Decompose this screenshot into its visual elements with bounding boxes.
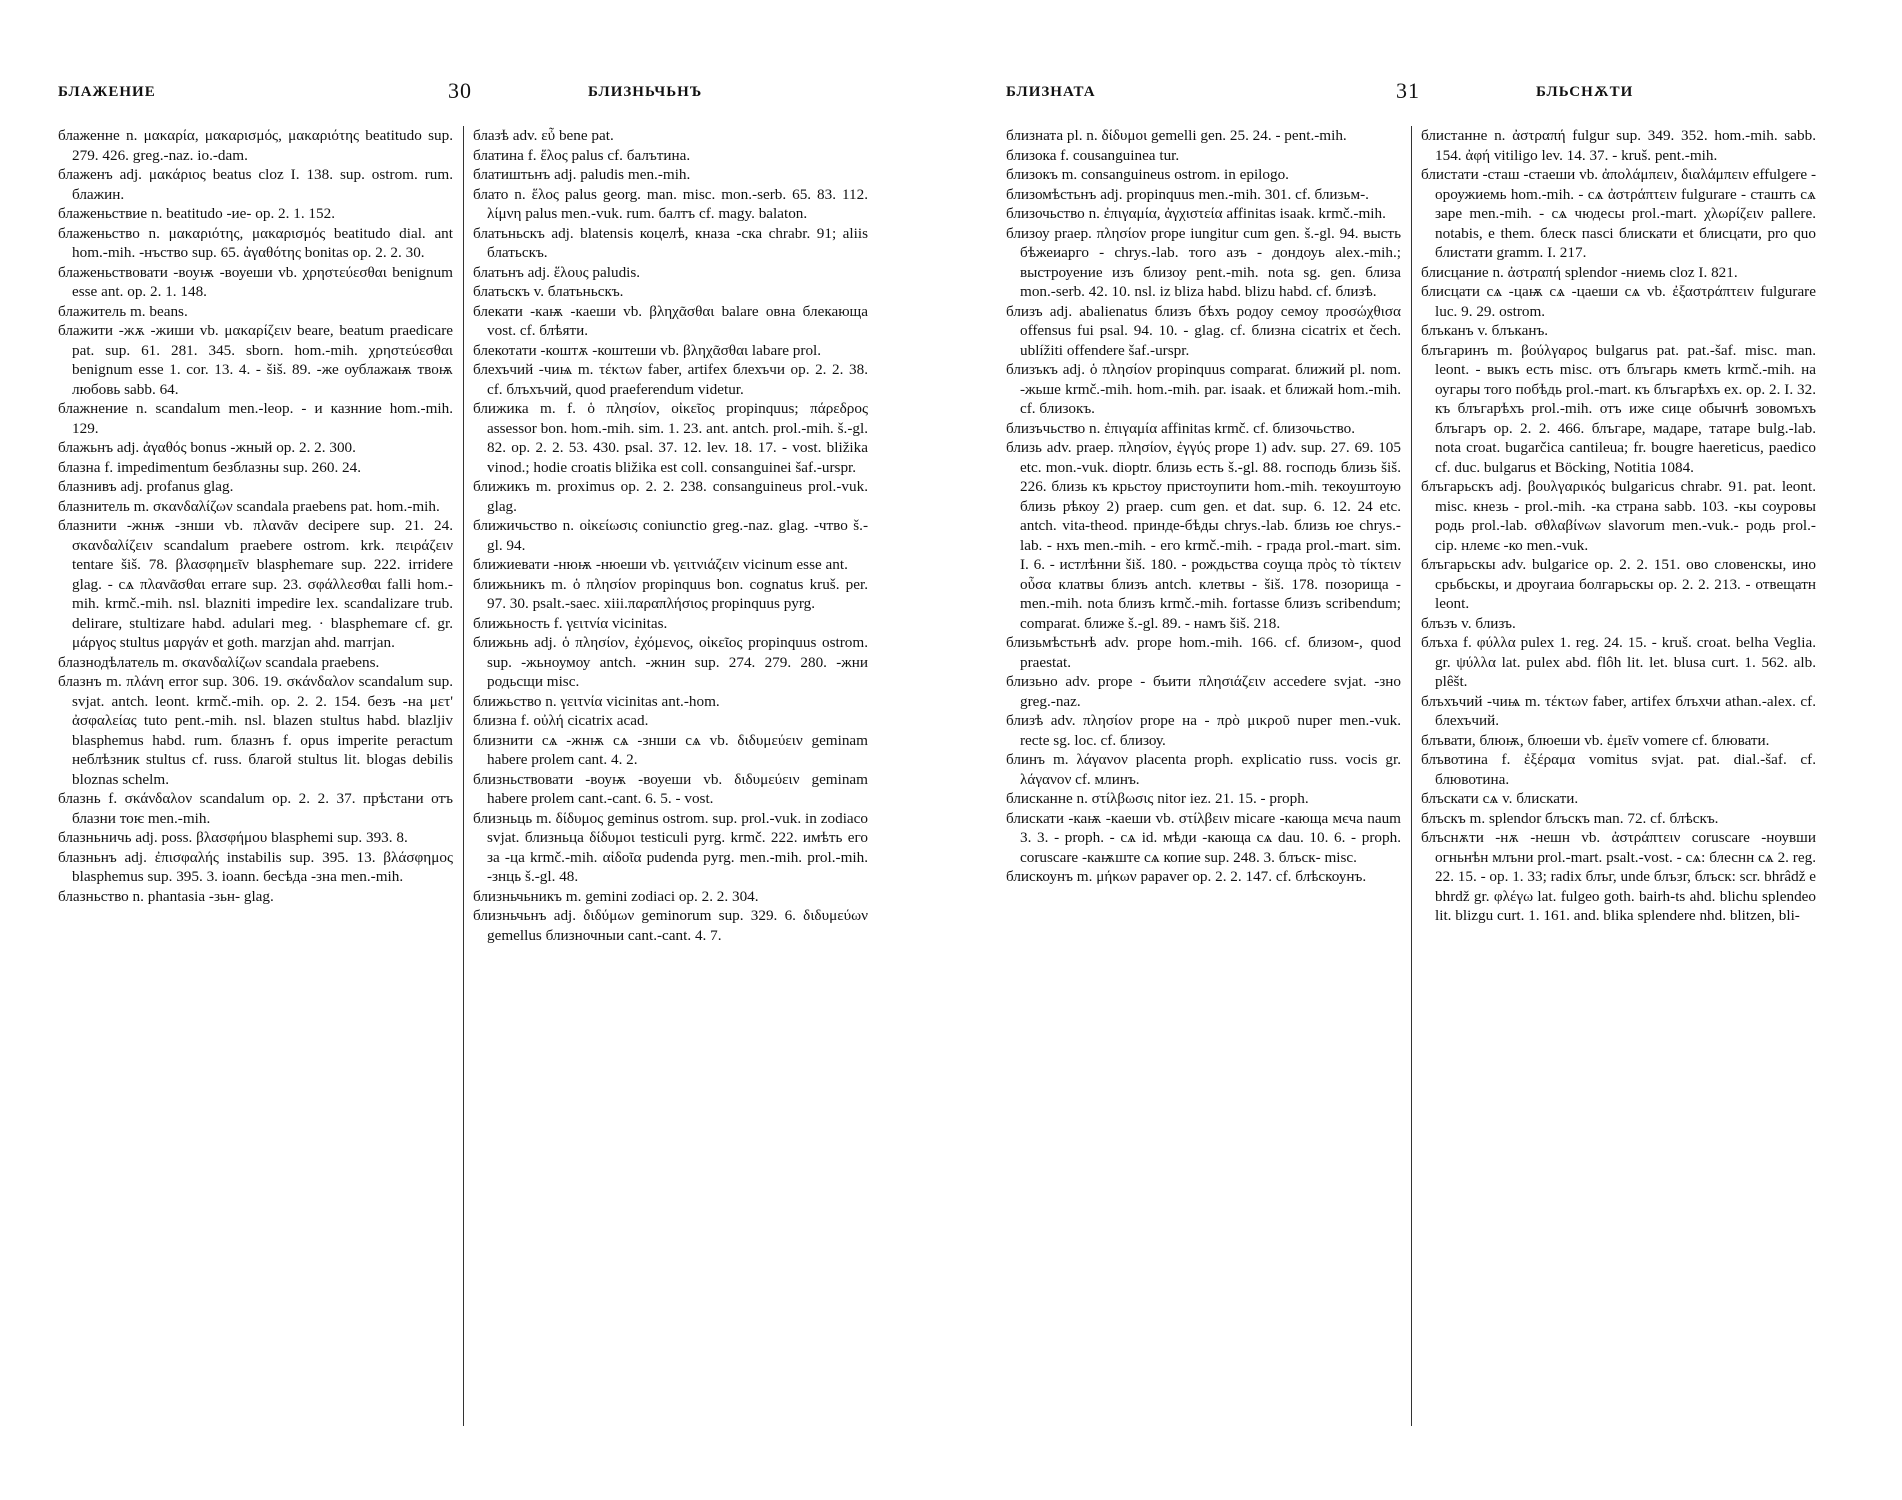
- running-head: [1006, 78, 1826, 114]
- dictionary-entry: ближичьство n. οἰκείωσις coniunctio greg.-naz. glag. -чтво š.-gl. 94.: [473, 517, 868, 554]
- column-rule: [1411, 126, 1412, 1426]
- dictionary-entry: блистати -сташ -стаеши vb. ἀπολάμπειν, διαλάμπειν effulgere - ороужиемь hom.-mih. - сѧ ἀστράπτειν fulgurare - сташть сѧ заре men.-mih. - сѧ чюдесы prol.-mart. χλωρίζειν pallere. notabis, e them. блеск пasci блискати et блисцати, pro quo блистати gramm. I. 217.: [1421, 166, 1816, 261]
- dictionary-entry: блазна f. impedimentum безблазны sup. 260. 24.: [58, 458, 362, 476]
- dictionary-entry: блатиштьнъ adj. paludis men.-mih.: [473, 166, 691, 183]
- dictionary-entry: блатьскъ v. блатьньскъ.: [473, 283, 624, 300]
- dictionary-entry: блъвотина f. ἐξέραμα vomitus svjat. pat. dial.-šaf. cf. блювотина.: [1421, 751, 1816, 788]
- dictionary-entry: близнити сѧ -жнѭ сѧ -знши сѧ vb. διδυμεύειν geminam habere prolem cant. 4. 2.: [473, 731, 868, 768]
- dictionary-entry: блазнивъ adj. profanus glag.: [58, 478, 234, 495]
- dictionary-entry: близокъ m. consanguineus ostrom. in epilogo.: [1006, 166, 1289, 183]
- dictionary-entry: ближика m. f. ὁ πλησίον, οἰκεῖος propinquus; πάρεδρος assessor bon. hom.-mih. sim. 1. 23. ant. antch. prol.-mih. š.-gl. 82. op. 2. 2. 53. 430. psal. 37. 12. lev. 18. 17. - vost. bližika vinod.; hodie croatis bližika est coll. consanguinei šaf.-urspr.: [473, 400, 868, 476]
- dictionary-entry: блъзъ v. близъ.: [1421, 614, 1516, 632]
- dictionary-entry: блатина f. ἕλος palus cf. балътина.: [473, 146, 691, 164]
- dictionary-entry: близьмѣстьнѣ adv. prope hom.-mih. 166. cf. близом-, quod praestat.: [1006, 634, 1401, 671]
- column-right: [473, 126, 868, 1436]
- dictionary-entry: блъскъ m. splendor блъскъ man. 72. cf. блѣскъ.: [1421, 809, 1719, 827]
- dictionary-entry: блъканъ v. блъканъ.: [1421, 322, 1549, 339]
- dictionary-entry: блаженне n. μακαρία, μακαρισμός, μακαριότης beatitudo sup. 279. 426. greg.-naz. io.-dam.: [58, 127, 453, 164]
- dictionary-entry: блъхъчий -чиѩ m. τέκτων faber, artifex блъхчи athan.-alex. cf. блехъчий.: [1421, 692, 1816, 729]
- dictionary-entry: близѣ adv. πλησίον prope на - πρὸ μικροῦ nuper men.-vuk. recte sg. loc. cf. близоу.: [1006, 712, 1401, 749]
- dictionary-entry: блекати -каѭ -каеши vb. βληχᾶσθαι balare овна блекающа vost. cf. блѣяти.: [473, 302, 868, 339]
- dictionary-entry: близъкъ adj. ὁ πλησίον propinquus comparat. ближий pl. nom. -жьше krmč.-mih. hom.-mih. par. isaak. et ближай hom.-mih. cf. близокъ.: [1006, 361, 1401, 417]
- header-left-word: БЛИЗНАТА: [1006, 84, 1096, 100]
- dictionary-entry: блъха f. φύλλα pulex 1. reg. 24. 15. - kruš. croat. belha Veglia. gr. ψύλλα lat. pulex abd. flôh lit. let. blusa curt. 1. 562. alb. plêšt.: [1421, 634, 1816, 690]
- dictionary-entry: блазѣ adv. εὖ bene pat.: [473, 127, 614, 144]
- dictionary-entry: ближьность f. γειτνία vicinitas.: [473, 614, 668, 632]
- dictionary-entry: блажнение n. scandalum men.-leop. - и казнние hom.-mih. 129.: [58, 400, 453, 437]
- dictionary-entry: блисцание n. ἀστραπή splendor -ниемь cloz I. 821.: [1421, 263, 1738, 281]
- dictionary-entry: блазнодѣлатель m. σκανδαλίζων scandala praebens.: [58, 653, 380, 671]
- header-left-word: БЛАЖЕНИЕ: [58, 84, 156, 100]
- columns: [58, 126, 878, 1436]
- dictionary-entry: блазньство n. phantasia -зьн- glag.: [58, 887, 274, 905]
- dictionary-entry: ближиевати -нюѭ -нюеши vb. γειτνιάζειν vicinum esse ant.: [473, 556, 848, 573]
- dictionary-entry: блъгарьскъ adj. βουλγαρικός bulgaricus chrabr. 91. pat. leont. misc. кнезь - prol.-mih. -ка страна sabb. 103. -кы соуровы родь prol.-lab. σθλαβίνων slavorum men.-vuk.- родь prol.-cip. нлемє -ко men.-vuk.: [1421, 478, 1816, 554]
- dictionary-entry: блехъчий -чиѩ m. τέκτων faber, artifex блехъчи op. 2. 2. 38. cf. блъхъчий, quod praeferendum videtur.: [473, 361, 868, 398]
- dictionary-entry: блазнь f. σκάνδαλον scandalum op. 2. 2. 37. прѣстани отъ блазни тоѥ men.-mih.: [58, 790, 453, 827]
- dictionary-entry: блъснѫти -нѫ -нешн vb. ἀστράπτειν coruscare -ноувши огньнѣн млъни prol.-mart. psalt.-vost. - сѧ: блеснн сѧ 2. reg. 22. 15. - op. 1. 33; radix блъг, unde блъзг, блъск: scr. bhrâdž e bhrdž gr. φλέγω lat. fulgeo goth. bairh-ts ahd. blichu splendeo lit. blizgu curt. 1. 161. and. blika splendere nhd. blitzen, bli-: [1421, 829, 1816, 924]
- header-right-word: БЛИЗНЬЧЬНЪ: [588, 84, 703, 100]
- dictionary-entry: блъгарьскы adv. bulgarice op. 2. 2. 151. ово словенскы, ино срьбьскы, и дроугаиа болгарьскы op. 2. 2. 213. - отвещатн leont.: [1421, 556, 1816, 612]
- dictionary-entry: близньчьнъ adj. διδύμων geminorum sup. 329. 6. διδυμεύων gemellus близночныи cant.-cant. 4. 7.: [473, 907, 868, 944]
- dictionary-entry: близъчьство n. ἐπιγαμία affinitas krmč. cf. близочьство.: [1006, 419, 1356, 437]
- dictionary-entry: блистанне n. ἀστραπή fulgur sup. 349. 352. hom.-mih. sabb. 154. ἀφή vitiligo lev. 14. 37. - kruš. pent.-mih.: [1421, 127, 1816, 164]
- header-right-word: БЛЬСНѪТИ: [1536, 84, 1634, 100]
- dictionary-entry: блисканне n. στίλβωσις nitor iez. 21. 15. - proph.: [1006, 790, 1309, 807]
- dictionary-entry: ближьникъ m. ὁ πλησίον propinquus bon. cognatus kruš. per. 97. 30. psalt.-saec. xiii.παραπλήσιος propinquus pyrg.: [473, 575, 868, 612]
- dictionary-entry: блинъ m. λάγανον placenta proph. explicatio russ. vocis gr. λάγανον cf. млинъ.: [1006, 751, 1401, 788]
- columns: [1006, 126, 1826, 1436]
- dictionary-entry: блаженъ adj. μακάριος beatus cloz I. 138. sup. ostrom. rum. блажин.: [58, 166, 453, 203]
- dictionary-entry: близна f. οὐλή cicatrix acad.: [473, 712, 649, 729]
- dictionary-entry: блискоунъ m. μήκων papaver op. 2. 2. 147. cf. блѣскоунъ.: [1006, 868, 1367, 885]
- dictionary-entry: блаженьствие n. beatitudo -ие- op. 2. 1. 152.: [58, 205, 335, 222]
- dictionary-entry: близньць m. δίδυμος geminus ostrom. sup. prol.-vuk. in zodiaco svjat. близньца δίδυμοι testiculi pyrg. krmč. 222. имѣть его за -ца krmč.-mih. αἰδοῖα pudenda pyrg. men.-mih. prol.-mih. -знць š.-gl. 48.: [473, 809, 868, 885]
- dictionary-entry: близната pl. n. δίδυμοι gemelli gen. 25. 24. - pent.-mih.: [1006, 127, 1347, 144]
- dictionary-entry: блазнитель m. σκανδαλίζων scandala praebens pat. hom.-mih.: [58, 497, 440, 515]
- dictionary-entry: близъ adj. abalienatus близъ бѣхъ родоу семоу προσώχθισα offensus fui psal. 94. 10. - glag. cf. близна cicatrix et čech. ublížiti offendere šaf.-urspr.: [1006, 302, 1401, 359]
- dictionary-entry: блаженьство n. μακαριότης, μακαρισμός beatitudo dial. ant hom.-mih. -нъство sup. 65. ἀγαθότης bonitas op. 2. 2. 30.: [58, 224, 453, 261]
- dictionary-entry: близньствовати -воуѭ -воуеши vb. διδυμεύειν geminam habere prolem cant.-cant. 6. 5. - vost.: [473, 770, 868, 807]
- dictionary-entry: близньчьникъ m. gemini zodiaci op. 2. 2. 304.: [473, 887, 759, 905]
- dictionary-entry: ближьство n. γειτνία vicinitas ant.-hom.: [473, 692, 720, 710]
- dictionary-entry: блажити -жѫ -жиши vb. μακαρίζειν beare, beatum praedicare pat. sup. 61. 281. 345. sborn. hom.-mih. χρηστεύεσθαι benignum esse 1. cor. 13. 4. - šiš. 89. -же оублажаѭ твоѭ любовь sabb. 64.: [58, 322, 453, 398]
- running-head: [58, 78, 878, 114]
- dictionary-entry: блъгаринъ m. βούλγαρος bulgarus pat. pat.-šaf. misc. man. leont. - выкъ есть misc. отъ блъгарь кметь krmč.-mih. на оугары того побѣдь prol.-mart. къ блъгарѣхъ ex. op. 2. I. 32. къ блъгарѣхъ prol.-mih. отъ иже сице обычнѣ зовомъхъ блъгаръ op. 2. 2. 466. блъгаре, мадаре, татаре bulg.-lab. nota croat. bugarčica cantileua; fr. bougre haereticus, paedico cf. duc. bulgarus et Böcking, Notitia 1084.: [1421, 341, 1816, 476]
- dictionary-entry: близока f. cousanguinea tur.: [1006, 146, 1180, 164]
- dictionary-entry: близьно adv. prope - бъити πλησιάζειν accedere svjat. -зно greg.-naz.: [1006, 673, 1401, 710]
- dictionary-entry: близомѣстьнъ adj. propinquus men.-mih. 301. cf. близьм-.: [1006, 185, 1369, 203]
- dictionary-entry: блаженьствовати -воуѭ -воуеши vb. χρηστεύεσθαι benignum esse ant. op. 2. 1. 148.: [58, 263, 453, 300]
- dictionary-entry: блазньнъ adj. ἐπισφαλής instabilis sup. 395. 13. βλάσφημος blasphemus sup. 395. 3. ioann. бесѣда -зна men.-mih.: [58, 848, 453, 885]
- right-page: [1006, 78, 1826, 1478]
- dictionary-entry: ближикъ m. proximus op. 2. 2. 238. consanguineus prol.-vuk. glag.: [473, 478, 868, 515]
- column-rule: [463, 126, 464, 1426]
- dictionary-entry: блатьнъ adj. ἕλους paludis.: [473, 263, 641, 281]
- dictionary-entry: блъвати, блюѭ, блюеши vb. ἐμεῖν vomere cf. блювати.: [1421, 731, 1770, 749]
- dictionary-entry: блекотати -коштѫ -коштеши vb. βληχᾶσθαι labare prol.: [473, 341, 822, 359]
- left-page: [58, 78, 878, 1478]
- dictionary-entry: блатьньскъ adj. blatensis коцелѣ, кназа -ска chrabr. 91; aliis блатьскъ.: [473, 224, 868, 261]
- page-number: 31: [1396, 78, 1420, 103]
- dictionary-entry: близь adv. praep. πλησίον, ἐγγύς prope 1) adv. sup. 27. 69. 105 etc. mon.-vuk. dioptr. близь есть š.-gl. 88. господь близь šiš. 226. близь къ крьстоу пристоупити hom.-mih. текоуштоую близь рѣкоу 2) praep. cum gen. et dat. sup. 6. 12. 24 etc. antch. vita-theod. принде-бѣды chrys.-lab. близь юе chrys.-lab. - нхъ men.-mih. - его krmč.-mih. - града prol.-mart. sim. I. 6. - истлѣнни šiš. 180. - рождьства соуща πρὸς τὸ τίκτειν οὖσα клатвы близъ antch. клетвы - šiš. 178. позорища - men.-mih. nota близъ krmč.-mih. fortasse близъ scribendum; comparat. ближе š.-gl. 89. - намъ šiš. 218.: [1006, 439, 1401, 632]
- dictionary-entry: ближьнь adj. ὁ πλησίον, ἐχόμενος, οἰκεῖος propinquus ostrom. sup. -жьноумоу antch. -жнин sup. 274. 279. 280. -жни родьсщи misc.: [473, 634, 868, 690]
- dictionary-entry: близочьство n. ἐπιγαμία, ἀγχιστεία affinitas isaak. krmč.-mih.: [1006, 205, 1386, 222]
- dictionary-entry: блискати -каѭ -каеши vb. στίλβειν micare -кающа мєча naum 3. 3. - proph. - сѧ id. мѣди -кающа сѧ dau. 10. 6. - proph. coruscare -каѭште сѧ копие sup. 248. 3. блъск- misc.: [1006, 809, 1401, 866]
- dictionary-entry: блажьнъ adj. ἀγαθός bonus -жный op. 2. 2. 300.: [58, 439, 356, 456]
- dictionary-entry: блато n. ἕλος palus georg. man. misc. mon.-serb. 65. 83. 112. λίμνη palus men.-vuk. rum. балтъ cf. magy. balaton.: [473, 185, 868, 222]
- dictionary-entry: блазнъ m. πλάνη error sup. 306. 19. σκάνδαλον scandalum sup. svjat. antch. leont. krmč.-mih. op. 2. 2. 154. безъ -на μετ' ἀσφαλείας tuto pent.-mih. nsl. blazen stultus habd. blazljiv blasphemus habd. rum. блазнъ f. opus imperite peractum неблѣзник stultus cf. russ. благой stultus lit. blogas debilis bloznas schelm.: [58, 673, 453, 788]
- dictionary-entry: блъскати сѧ v. блискати.: [1421, 790, 1579, 807]
- dictionary-entry: блажитель m. beans.: [58, 302, 188, 320]
- page-number: 30: [448, 78, 472, 103]
- dictionary-entry: блисцати сѧ -цаѭ сѧ -цаеши сѧ vb. ἐξαστράπτειν fulgurare luc. 9. 29. ostrom.: [1421, 283, 1816, 320]
- column-left: [58, 126, 453, 1436]
- dictionary-entry: блазньничь adj. poss. βλασφήμου blasphemi sup. 393. 8.: [58, 829, 408, 846]
- column-left: [1006, 126, 1401, 1436]
- column-right: [1421, 126, 1816, 1436]
- dictionary-entry: близоу praep. πλησίον prope iungitur cum gen. š.-gl. 94. высть бѣжеиарго - chrys.-lab. того азъ - дондоуь alex.-mih.; выстроуение изъ близоу pent.-mih. nota sg. gen. близа mon.-serb. 42. 10. nsl. iz bliza habd. blizu habd. cf. близѣ.: [1006, 224, 1401, 300]
- dictionary-entry: блазнити -жнѭ -знши vb. πλανᾶν decipere sup. 21. 24. σκανδαλίζειν scandalum praebere ostrom. krk. πειράζειν tentare šiš. 78. βλασφημεῖν blasphemare sup. 222. irridere glag. - сѧ πλανᾶσθαι errare sup. 23. σφάλλεσθαι falli hom.-mih. krmč.-mih. nsl. blazniti impedire lex. scandalizare trub. delirare, stultizare habd. adulari meg. · blasphemare cf. gr. μάργος stultus μαργάν et goth. marzjan ahd. marrjan.: [58, 517, 453, 651]
